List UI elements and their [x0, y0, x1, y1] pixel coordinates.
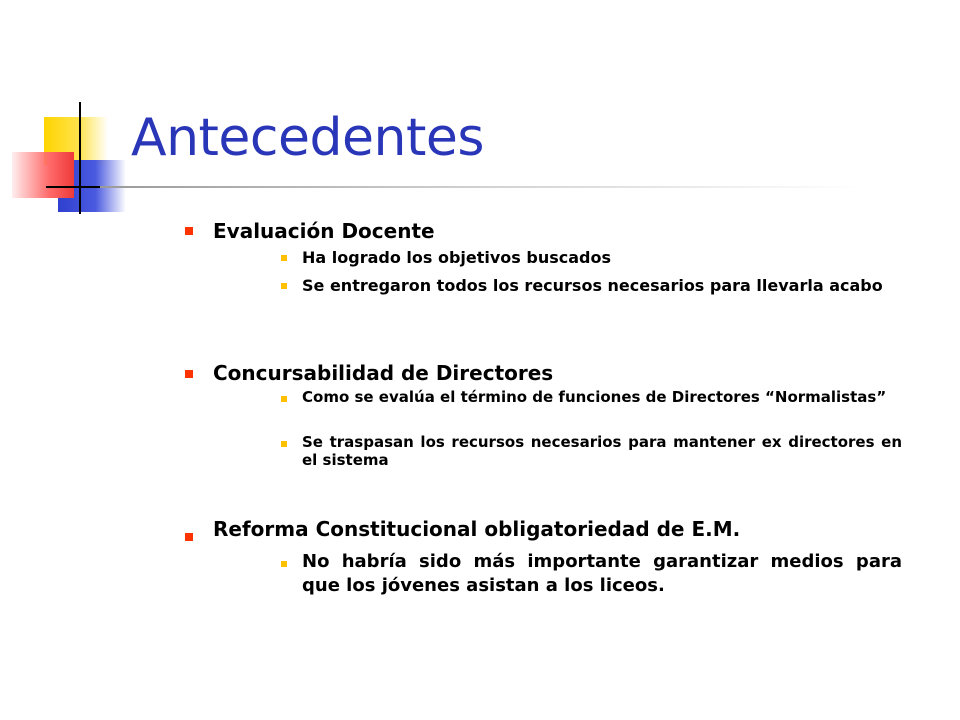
section-point: Como se evalúa el término de funciones de Directores “Normalistas”: [302, 388, 887, 406]
section-point: No habría sido más importante garantizar medios para que los jóvenes asistan a los liceos.: [302, 551, 902, 596]
bullet-square-icon: [185, 533, 193, 541]
sub-bullet-icon: [281, 255, 287, 261]
section-heading: Evaluación Docente: [213, 219, 435, 243]
section-point: Ha logrado los objetivos buscados: [302, 248, 612, 267]
slide-title: Antecedentes: [131, 108, 484, 168]
section-heading: Reforma Constitucional obligatoriedad de E.M.: [213, 517, 741, 541]
section-point: Se traspasan los recursos necesarios para mantener ex directores en el sistema: [302, 433, 902, 469]
sub-bullet-icon: [281, 561, 287, 567]
sub-bullet-icon: [281, 283, 287, 289]
bullet-square-icon: [185, 370, 193, 378]
section-point: Se entregaron todos los recursos necesarios para llevarla acabo: [302, 276, 883, 295]
section-heading: Concursabilidad de Directores: [213, 361, 554, 385]
sub-bullet-icon: [281, 441, 287, 447]
bullet-square-icon: [185, 227, 193, 235]
sub-bullet-icon: [281, 396, 287, 402]
